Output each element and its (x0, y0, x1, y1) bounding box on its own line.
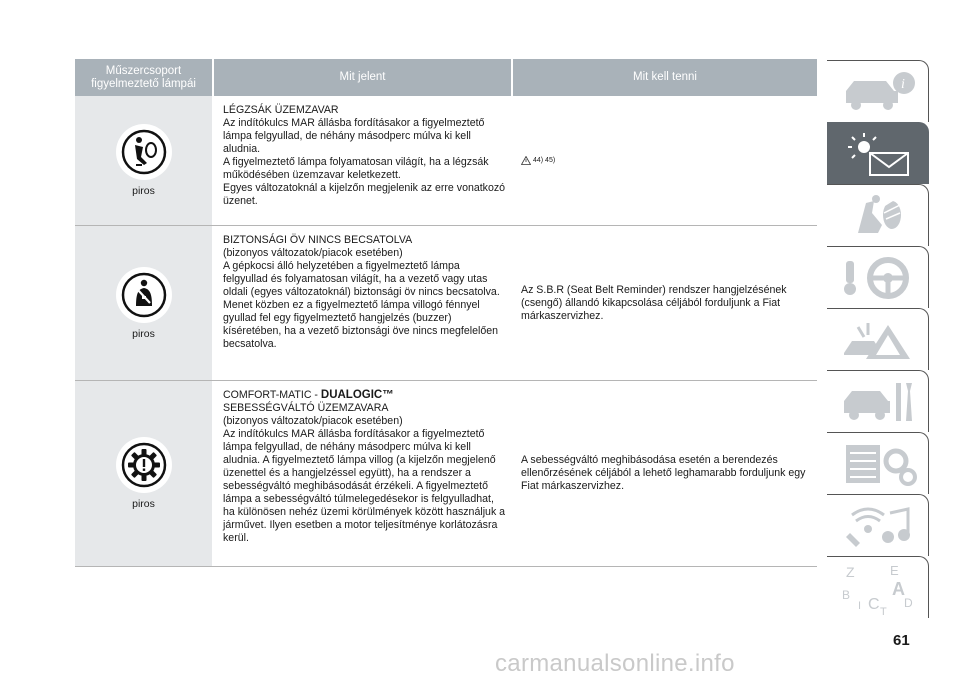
meaning-cell (214, 381, 511, 566)
header-meaning: Mit jelent (214, 59, 511, 96)
breakdown-triangle-icon[interactable] (827, 308, 929, 370)
caution-triangle-icon (521, 156, 531, 165)
index-letter: Z (845, 563, 855, 580)
table-header (75, 59, 817, 96)
color-label: piros (132, 498, 155, 510)
car-tools-icon[interactable] (827, 370, 929, 432)
index-letter: D (903, 595, 913, 610)
car-info-icon[interactable] (827, 60, 929, 122)
action-cell (513, 96, 817, 225)
icon-cell (75, 381, 212, 566)
icon-cell (75, 96, 212, 225)
reference-text: 44) 45) (533, 157, 556, 164)
icon-cell (75, 226, 212, 380)
meaning-body: SEBESSÉGVÁLTÓ ÜZEMZAVARA (bizonyos változatok/piacok esetében) Az indítókulcs MAR állásba fordításakor a figyelmeztető lámpa felgyullad, de néhány másodperc múlva ki kell aludnia. A figyelmeztető lámpa villog (a kijelzőn megjelenő üzenettel és a hangjelzéssel együtt), ha a rendszer a sebességváltó meghibásodását érzékeli. A figyelmeztető lámpa a sebességváltó túlmelegedésekor is felgyulladhat, ha különösen nehéz üzemi körülmények között használjuk a járművet. Ilyen esetben a motor teljesítménye korlátozásra kerül. (223, 402, 506, 544)
table-row (75, 381, 817, 567)
index-letter: A (891, 578, 905, 599)
index-letter: C (867, 595, 880, 613)
warning-lights-message-icon[interactable] (827, 122, 929, 184)
color-label: piros (132, 327, 155, 340)
specs-gears-icon[interactable] (827, 432, 929, 494)
key-steering-wheel-icon[interactable] (827, 246, 929, 308)
alphabet-index-icon[interactable] (827, 556, 929, 618)
meaning-prefix: COMFORT-MATIC - (223, 389, 321, 401)
page-number: 61 (893, 632, 910, 649)
meaning-brand: DUALOGIC™ (320, 389, 394, 401)
index-letter: I (857, 599, 861, 612)
index-letter: B (841, 587, 850, 602)
warning-lights-table (75, 59, 817, 567)
header-action: Mit kell tenni (513, 59, 817, 96)
gearbox-fault-icon (116, 437, 172, 493)
table-row (75, 226, 817, 381)
action-cell: A sebességváltó meghibásodása esetén a berendezés ellenőrzésének céljából a lehető leghamarabb forduljunk egy Fiat márkaszervizhez. (521, 454, 806, 492)
index-letter: T (879, 605, 887, 615)
table-row (75, 96, 817, 226)
airbag-warning-icon (116, 124, 172, 180)
meaning-cell: BIZTONSÁGI ÖV NINCS BECSATOLVA (bizonyos változatok/piacok esetében) A gépkocsi álló helyzetében a figyelmeztető lámpa felgyullad és folyamatosan világít, ha a vezető vagy utas oldali (egyes változatoknál) biztonsági öv nincs becsatolva. Menet közben ez a figyelmeztető lámpa villogó fénnyel gyullad fel egy figyelmeztető hangjelzés (buzzer) kíséretében, ha a vezető biztonsági öve nincs megfelelően becsatolva. (223, 234, 500, 350)
watermark-text: carmanualsonline.info (495, 650, 735, 677)
airbag-seat-icon[interactable] (827, 184, 929, 246)
svg-text:i: i (900, 76, 905, 92)
action-cell: Az S.B.R (Seat Belt Reminder) rendszer hangjelzésének (csengő) állandó kikapcsolása céljából forduljunk a Fiat márkaszervizhez. (521, 283, 787, 322)
meaning-cell: LÉGZSÁK ÜZEMZAVAR Az indítókulcs MAR állásba fordításakor a figyelmeztető lámpa felgyullad, de néhány másodperc múlva ki kell aludnia. A figyelmeztető lámpa folyamatosan világít, ha a légzsák működésében üzemzavar keletkezett. Egyes változatoknál a kijelzőn megjelenik az erre vonatkozó üzenet. (223, 104, 506, 207)
media-phone-icon[interactable] (827, 494, 929, 556)
index-letter: E (889, 562, 899, 578)
color-label: piros (132, 185, 155, 197)
seatbelt-warning-icon (116, 267, 172, 323)
reference-notes (521, 154, 555, 167)
header-group: Műszercsoport figyelmeztető lámpái (75, 59, 212, 96)
